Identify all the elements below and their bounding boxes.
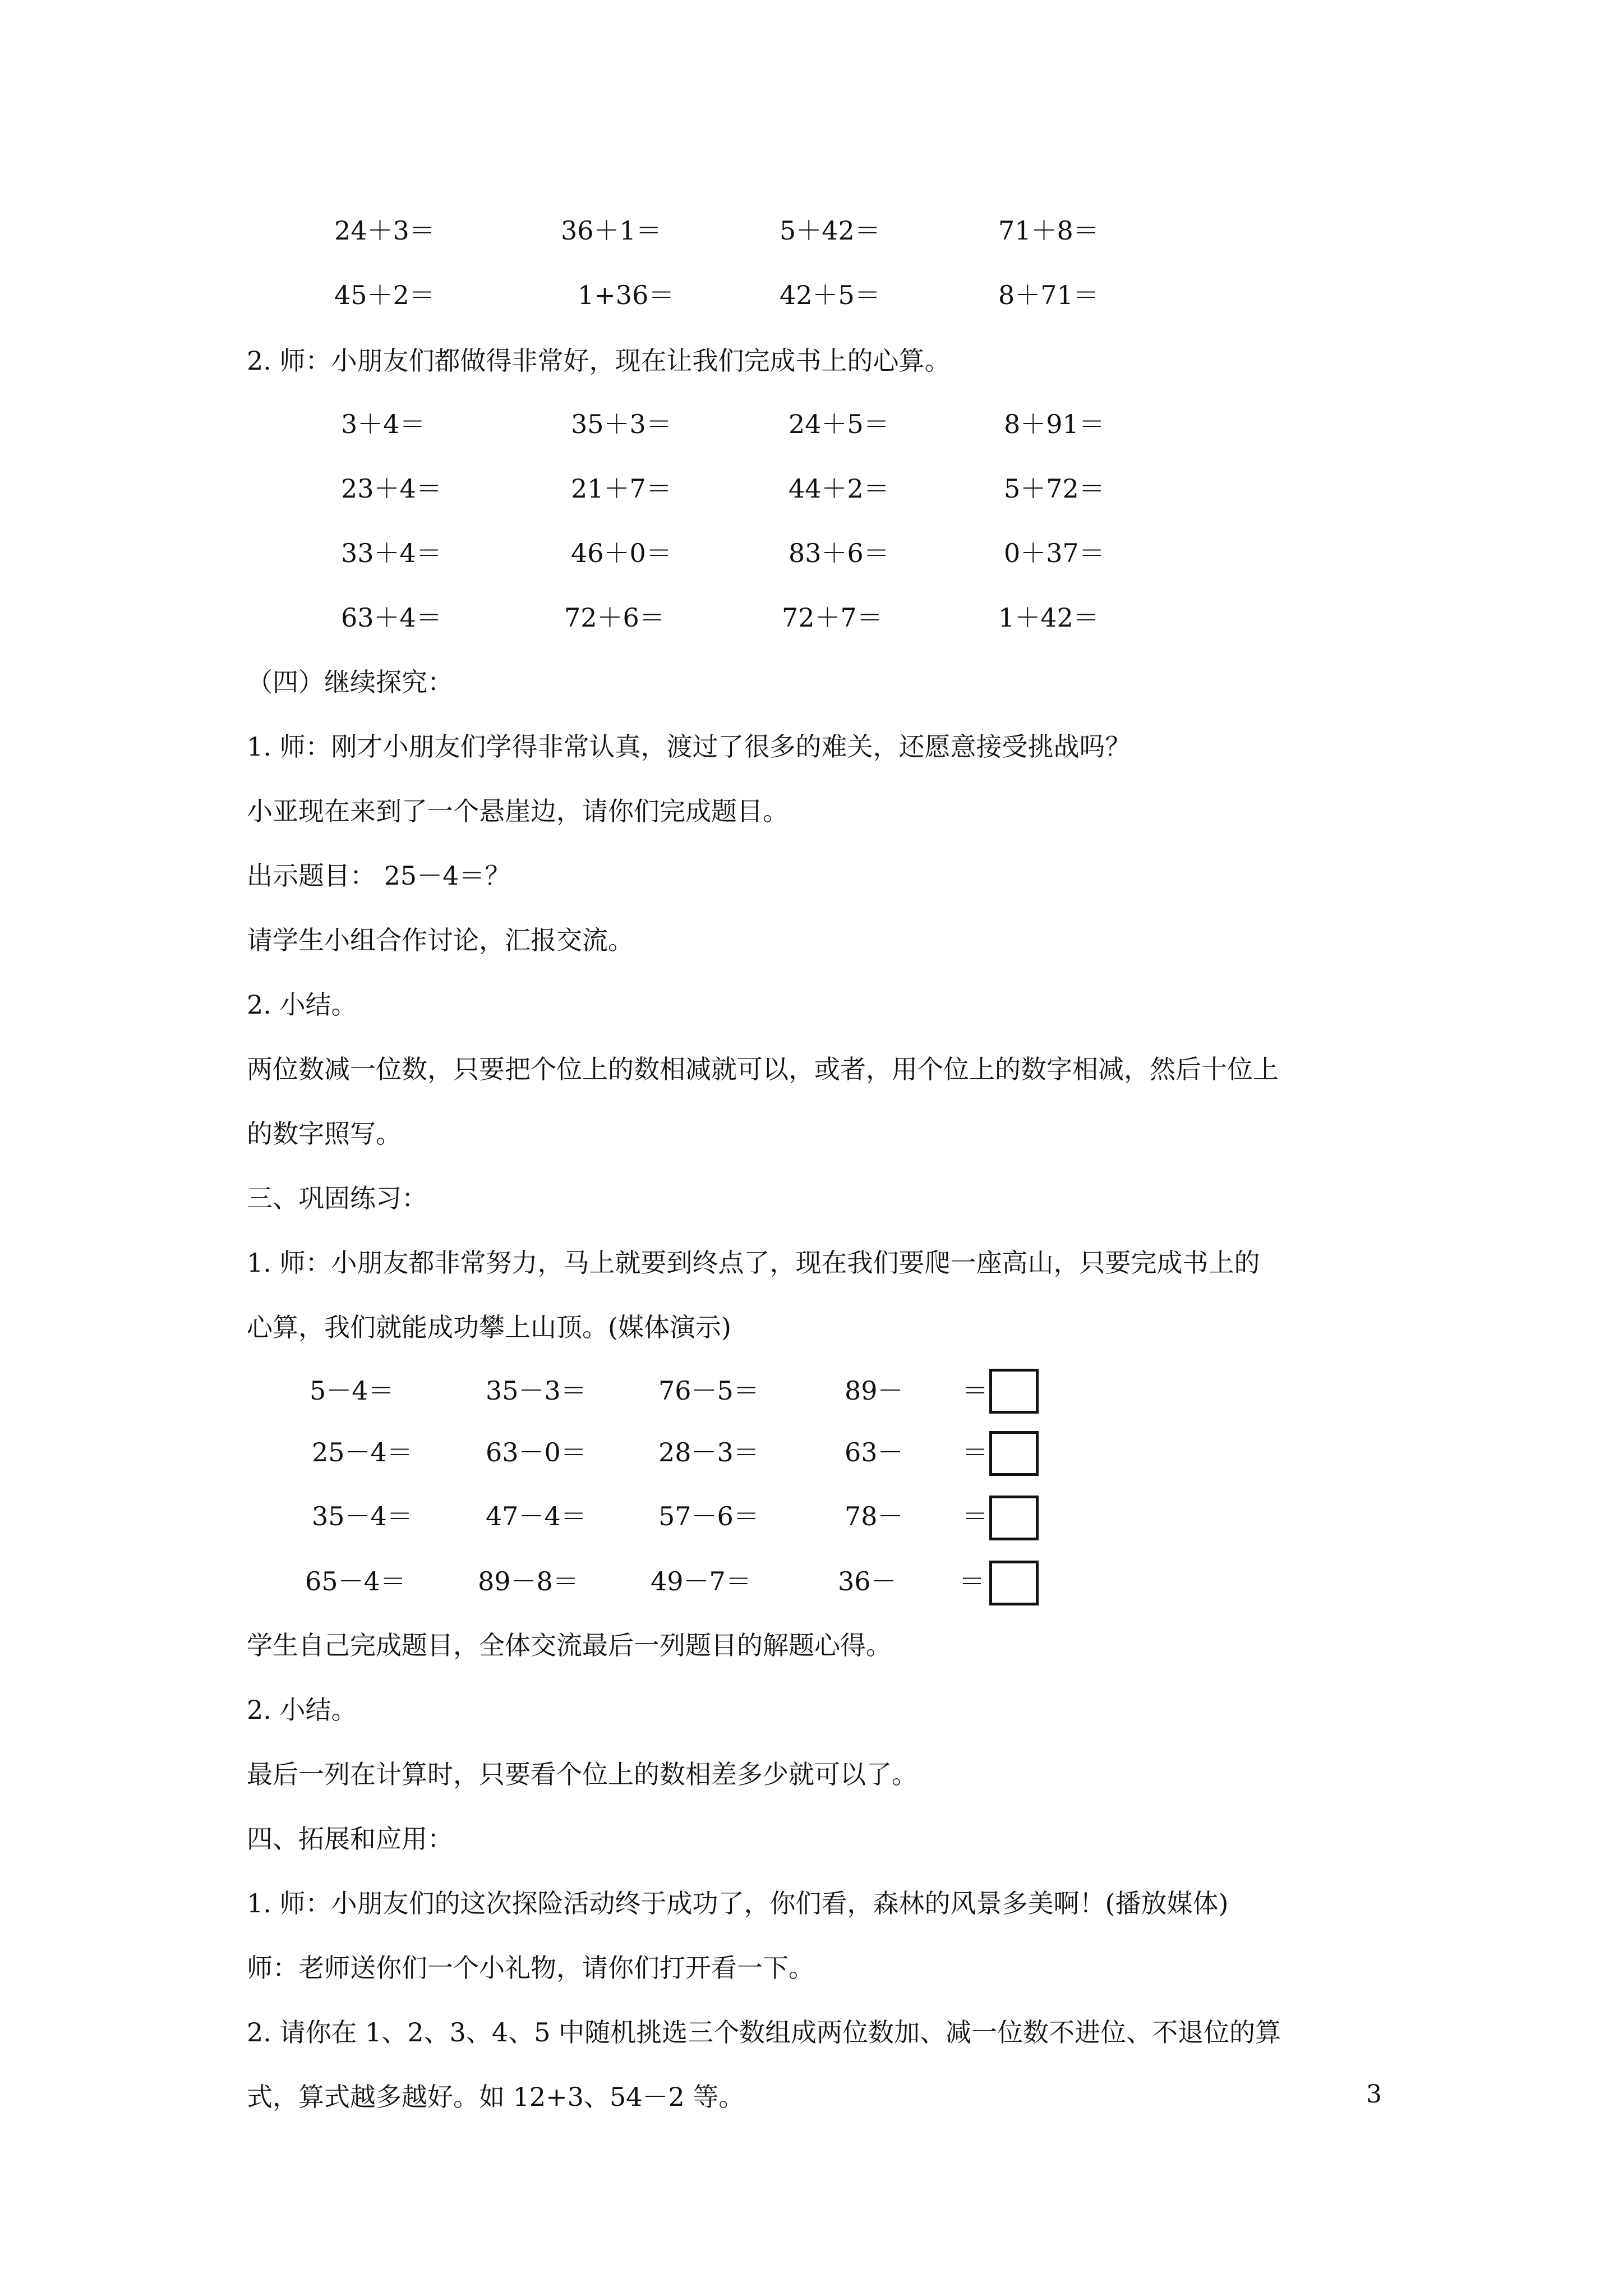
paragraph: 学生自己完成题目，全体交流最后一列题目的解题心得。 — [247, 1630, 892, 1660]
equation: 35－3＝ — [486, 1375, 587, 1406]
paragraph: 最后一列在计算时，只要看个位上的数相差多少就可以了。 — [247, 1759, 917, 1789]
equation: 5－4＝ — [310, 1375, 394, 1406]
equation: 35－4＝ — [312, 1501, 413, 1531]
paragraph: 出示题目： 25－4＝？ — [247, 861, 511, 891]
equation: 49－7＝ — [651, 1566, 751, 1596]
equation: 42＋5＝ — [780, 280, 880, 310]
equation: 78－ — [845, 1501, 903, 1531]
equation: 24＋5＝ — [789, 409, 889, 439]
answer-box — [989, 1496, 1039, 1540]
equation: 83＋6＝ — [789, 538, 889, 568]
paragraph: 式，算式越多越好。如 12+3、54－2 等。 — [247, 2082, 745, 2112]
paragraph: 2. 小结。 — [247, 990, 357, 1020]
equation: 1＋42＝ — [998, 602, 1099, 633]
section-heading: （四）继续探究： — [247, 667, 453, 697]
equation: 24＋3＝ — [334, 215, 435, 246]
equation: 46＋0＝ — [571, 538, 672, 568]
paragraph: 1. 师：小朋友们的这次探险活动终于成功了，你们看，森林的风景多美啊！(播放媒体) — [247, 1888, 1229, 1918]
paragraph: 师：老师送你们一个小礼物，请你们打开看一下。 — [247, 1953, 814, 1983]
answer-box — [989, 1431, 1039, 1476]
paragraph: 心算，我们就能成功攀上山顶。(媒体演示) — [247, 1312, 731, 1342]
equals-sign: ＝ — [962, 1501, 988, 1531]
equation: 36－ — [838, 1566, 897, 1596]
paragraph: 2. 师：小朋友们都做得非常好，现在让我们完成书上的心算。 — [247, 346, 951, 376]
equation: 72＋7＝ — [782, 602, 883, 633]
paragraph: 小亚现在来到了一个悬崖边，请你们完成题目。 — [247, 796, 789, 826]
equation: 21＋7＝ — [571, 473, 672, 504]
answer-box — [989, 1561, 1039, 1605]
equation: 28－3＝ — [658, 1437, 759, 1467]
equation: 44＋2＝ — [789, 473, 889, 504]
equation: 8＋71＝ — [998, 280, 1099, 310]
paragraph: 两位数减一位数，只要把个位上的数相减就可以，或者，用个位上的数字相减，然后十位上 — [247, 1054, 1279, 1084]
equals-sign: ＝ — [959, 1566, 985, 1596]
paragraph: 请学生小组合作讨论，汇报交流。 — [247, 925, 634, 955]
equation: 33＋4＝ — [341, 538, 442, 568]
equation: 45＋2＝ — [334, 280, 435, 310]
equation: 8＋91＝ — [1004, 409, 1105, 439]
equation: 63＋4＝ — [341, 602, 442, 633]
equation: 89－ — [845, 1375, 903, 1406]
section-heading: 四、拓展和应用： — [247, 1824, 453, 1854]
section-heading: 三、巩固练习： — [247, 1183, 427, 1213]
equation: 63－0＝ — [486, 1437, 587, 1467]
equation: 3＋4＝ — [341, 409, 426, 439]
equation: 47－4＝ — [486, 1501, 587, 1531]
paragraph: 2. 请你在 1、2、3、4、5 中随机挑选三个数组成两位数加、减一位数不进位、不退位的算 — [247, 2017, 1281, 2047]
equation: 1+36＝ — [578, 280, 675, 310]
equation: 57－6＝ — [658, 1501, 759, 1531]
paragraph: 的数字照写。 — [247, 1119, 402, 1149]
paragraph: 2. 小结。 — [247, 1695, 357, 1725]
equation: 36＋1＝ — [561, 215, 662, 246]
page-number: 3 — [1366, 2080, 1382, 2109]
equation: 35＋3＝ — [571, 409, 672, 439]
equation: 5＋72＝ — [1004, 473, 1105, 504]
answer-box — [989, 1369, 1039, 1414]
paragraph: 1. 师：小朋友都非常努力，马上就要到终点了，现在我们要爬一座高山，只要完成书上的 — [247, 1248, 1260, 1278]
equation: 63－ — [845, 1437, 903, 1467]
equals-sign: ＝ — [962, 1375, 988, 1406]
equation: 72＋6＝ — [564, 602, 665, 633]
equation: 71＋8＝ — [998, 215, 1099, 246]
paragraph: 1. 师：刚才小朋友们学得非常认真，渡过了很多的难关，还愿意接受挑战吗？ — [247, 731, 1131, 762]
equation: 0＋37＝ — [1004, 538, 1105, 568]
equation: 76－5＝ — [658, 1375, 759, 1406]
equals-sign: ＝ — [962, 1437, 988, 1467]
equation: 23＋4＝ — [341, 473, 442, 504]
equation: 5＋42＝ — [780, 215, 880, 246]
equation: 25－4＝ — [312, 1437, 413, 1467]
equation: 89－8＝ — [478, 1566, 579, 1596]
equation: 65－4＝ — [305, 1566, 406, 1596]
